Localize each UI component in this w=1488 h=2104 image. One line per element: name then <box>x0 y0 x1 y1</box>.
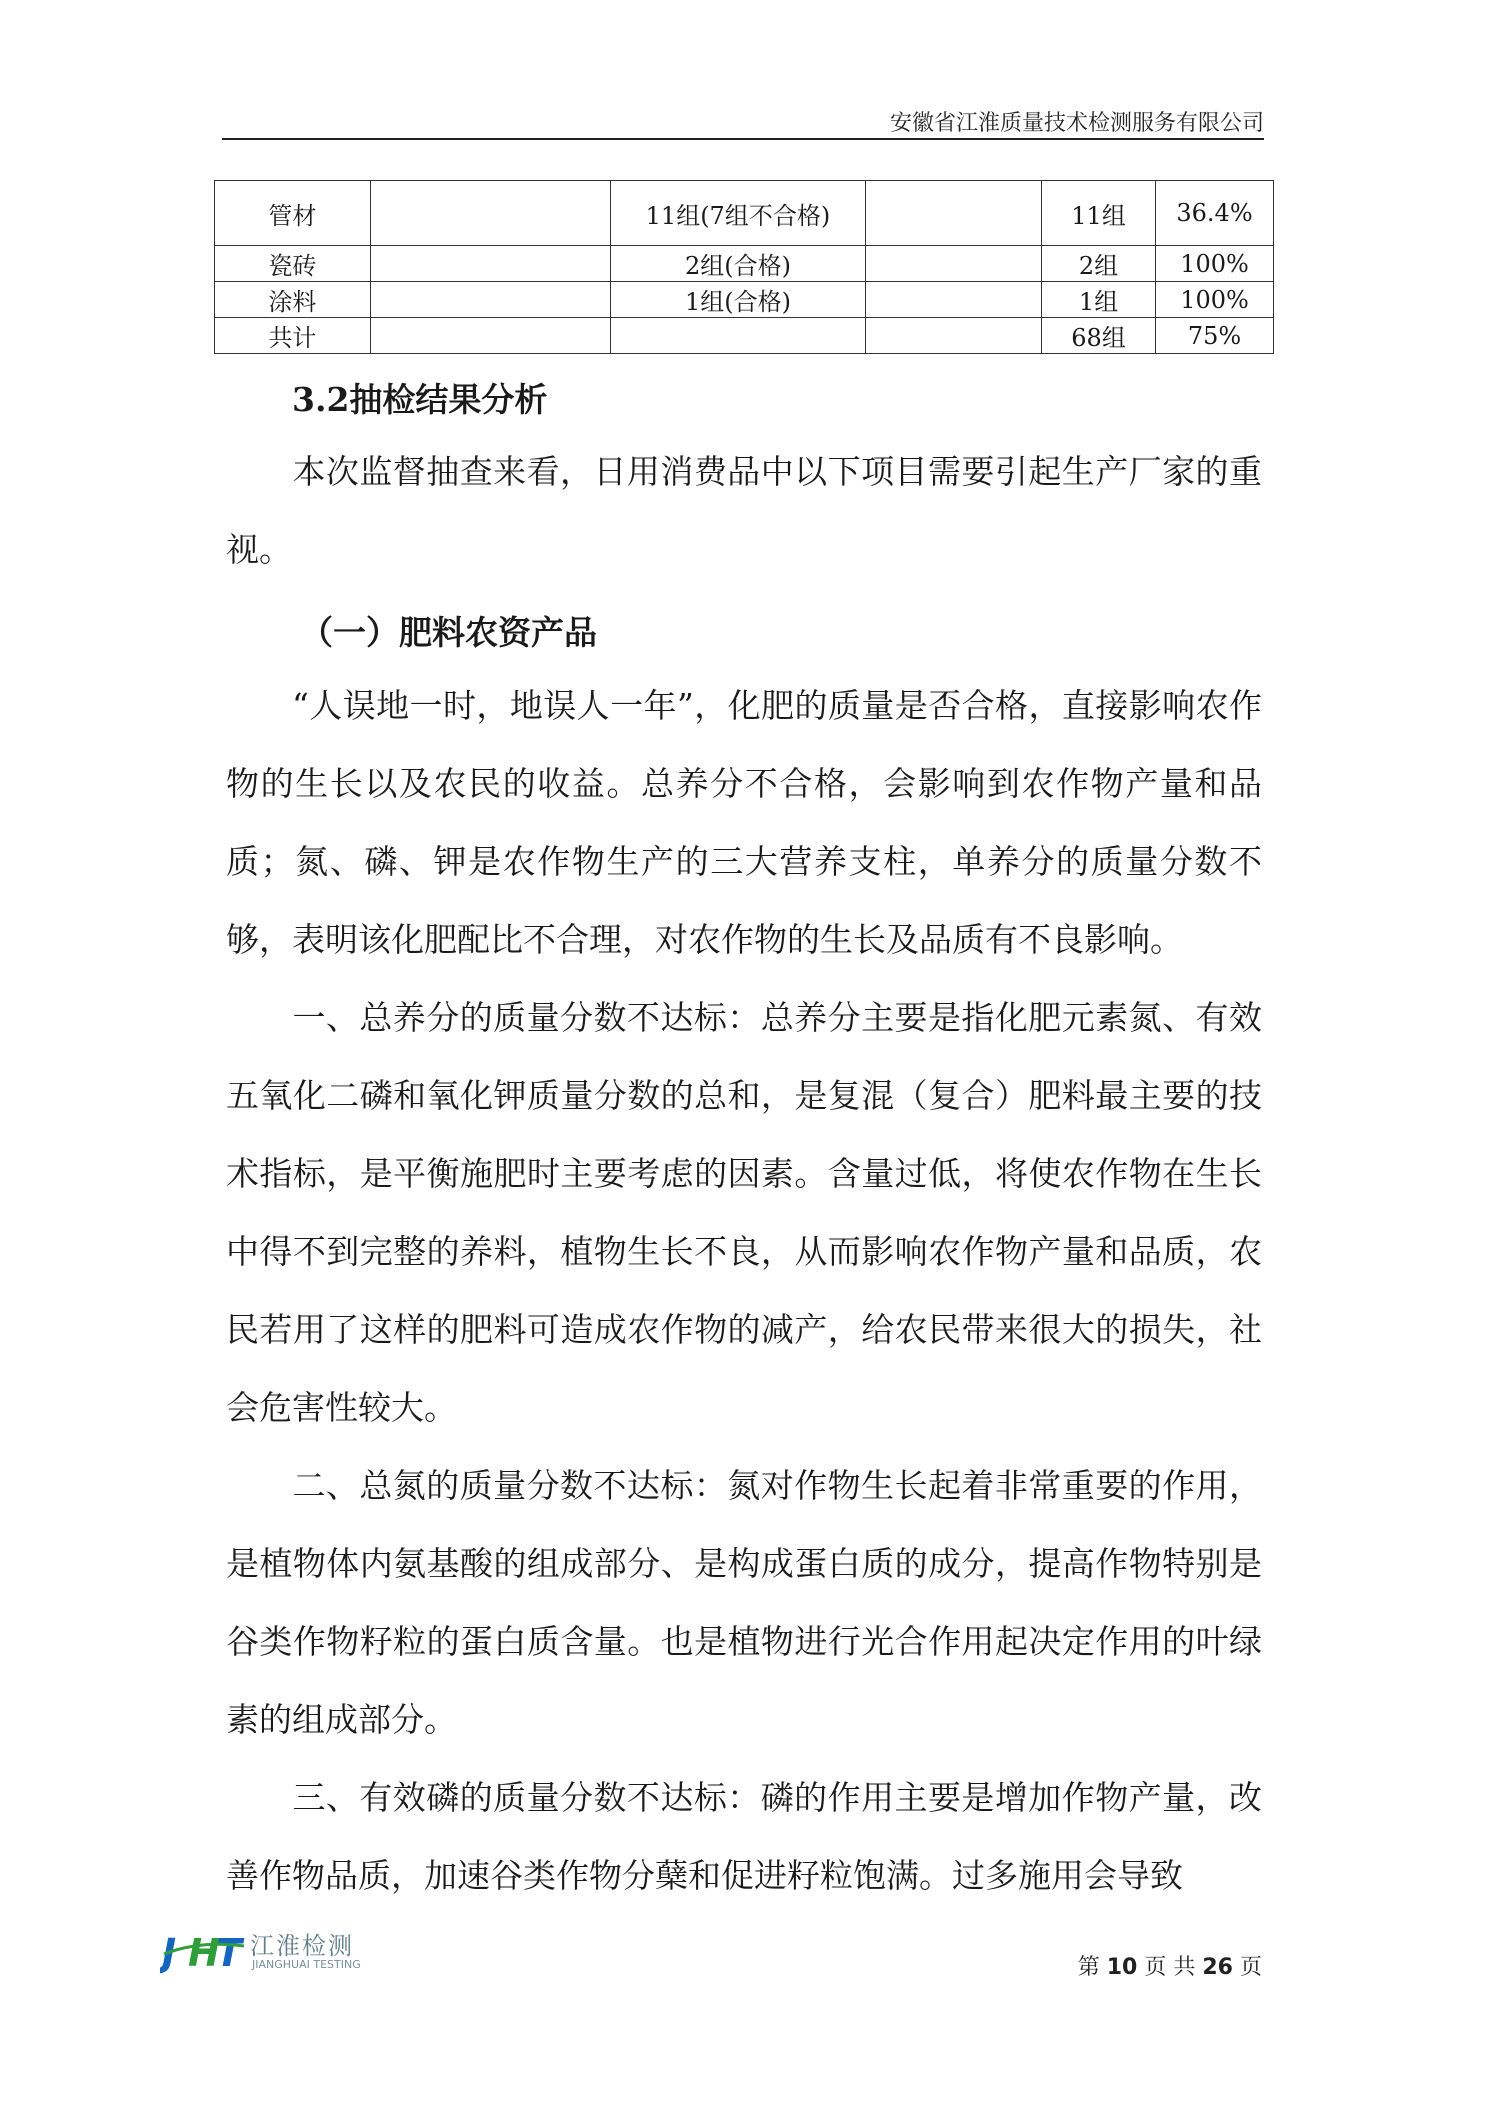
company-logo <box>160 1922 370 1978</box>
header-rule <box>222 138 1264 140</box>
table-cell: 管材 <box>215 181 371 246</box>
table-cell <box>866 246 1042 282</box>
table-cell <box>370 246 610 282</box>
table-row <box>215 246 1274 282</box>
table-cell: 36.4% <box>1156 181 1274 246</box>
table-cell: 瓷砖 <box>215 246 371 282</box>
table-cell: 11组 <box>1042 181 1156 246</box>
table-row <box>215 181 1274 246</box>
table-cell: 涂料 <box>215 282 371 318</box>
table-cell <box>866 318 1042 354</box>
logo-name-cn: 江淮检测 <box>250 1932 354 1960</box>
table-cell: 75% <box>1156 318 1274 354</box>
intro-paragraph <box>226 433 1262 589</box>
table-row <box>215 318 1274 354</box>
body-paragraph <box>226 979 1262 1447</box>
current-page: 10 <box>1106 1955 1138 1980</box>
page-suffix: 页 <box>1239 1955 1262 1980</box>
page-number <box>1078 1950 1262 1981</box>
table-cell <box>370 181 610 246</box>
results-table <box>214 180 1274 354</box>
table-cell: 11组(7组不合格) <box>610 181 866 246</box>
table-row <box>215 282 1274 318</box>
subheading: （一）肥料农资产品 <box>300 613 597 652</box>
table-cell: 100% <box>1156 282 1274 318</box>
body-paragraph <box>226 1447 1262 1759</box>
total-pages: 26 <box>1202 1955 1233 1980</box>
svg-text:H: H <box>188 1931 220 1975</box>
page-prefix: 第 <box>1077 1955 1100 1980</box>
header-company-name: 安徽省江淮质量技术检测服务有限公司 <box>889 111 1264 136</box>
page-middle: 页 共 <box>1144 1955 1196 1980</box>
table-cell <box>866 181 1042 246</box>
table-cell: 100% <box>1156 246 1274 282</box>
logo-name-en: JIANGHUAI TESTING <box>252 1958 361 1971</box>
table-cell <box>370 282 610 318</box>
table-cell <box>866 282 1042 318</box>
svg-text:T: T <box>216 1931 242 1975</box>
body-paragraph <box>226 1759 1262 1915</box>
paragraph-text: 三、有效磷的质量分数不达标：磷的作用主要是增加作物产量，改善作物品质，加速谷类作物分蘖和促进籽粒饱满。过多施用会导致 <box>226 1778 1262 1895</box>
table-cell: 共计 <box>215 318 371 354</box>
table-cell: 1组(合格) <box>610 282 866 318</box>
body-paragraph <box>226 667 1262 979</box>
jht-logo-icon <box>160 1924 248 1976</box>
intro-text: 本次监督抽查来看，日用消费品中以下项目需要引起生产厂家的重视。 <box>226 452 1262 569</box>
paragraph-text: 一、总养分的质量分数不达标：总养分主要是指化肥元素氮、有效五氧化二磷和氧化钾质量分数的总和，是复混（复合）肥料最主要的技术指标，是平衡施肥时主要考虑的因素。含量过低，将使农作物在生长中得不到完整的养料，植物生长不良，从而影响农作物产量和品质，农民若用了这样的肥料可造成农作物的减产，给农民带来很大的损失，社会危害性较大。 <box>226 998 1262 1427</box>
paragraph-text: “人误地一时，地误人一年”，化肥的质量是否合格，直接影响农作物的生长以及农民的收益。总养分不合格，会影响到农作物产量和品质；氮、磷、钾是农作物生产的三大营养支柱，单养分的质量分数不够，表明该化肥配比不合理，对农作物的生长及品质有不良影响。 <box>226 686 1262 959</box>
table-cell: 2组 <box>1042 246 1156 282</box>
table-cell <box>370 318 610 354</box>
section-title: 3.2抽检结果分析 <box>292 380 548 419</box>
svg-text:J: J <box>162 1931 177 1975</box>
table-cell <box>610 318 866 354</box>
table-cell: 68组 <box>1042 318 1156 354</box>
table-cell: 2组(合格) <box>610 246 866 282</box>
table-cell: 1组 <box>1042 282 1156 318</box>
paragraph-text: 二、总氮的质量分数不达标：氮对作物生长起着非常重要的作用，是植物体内氨基酸的组成部分、是构成蛋白质的成分，提高作物特别是谷类作物籽粒的蛋白质含量。也是植物进行光合作用起决定作用的叶绿素的组成部分。 <box>226 1466 1262 1739</box>
